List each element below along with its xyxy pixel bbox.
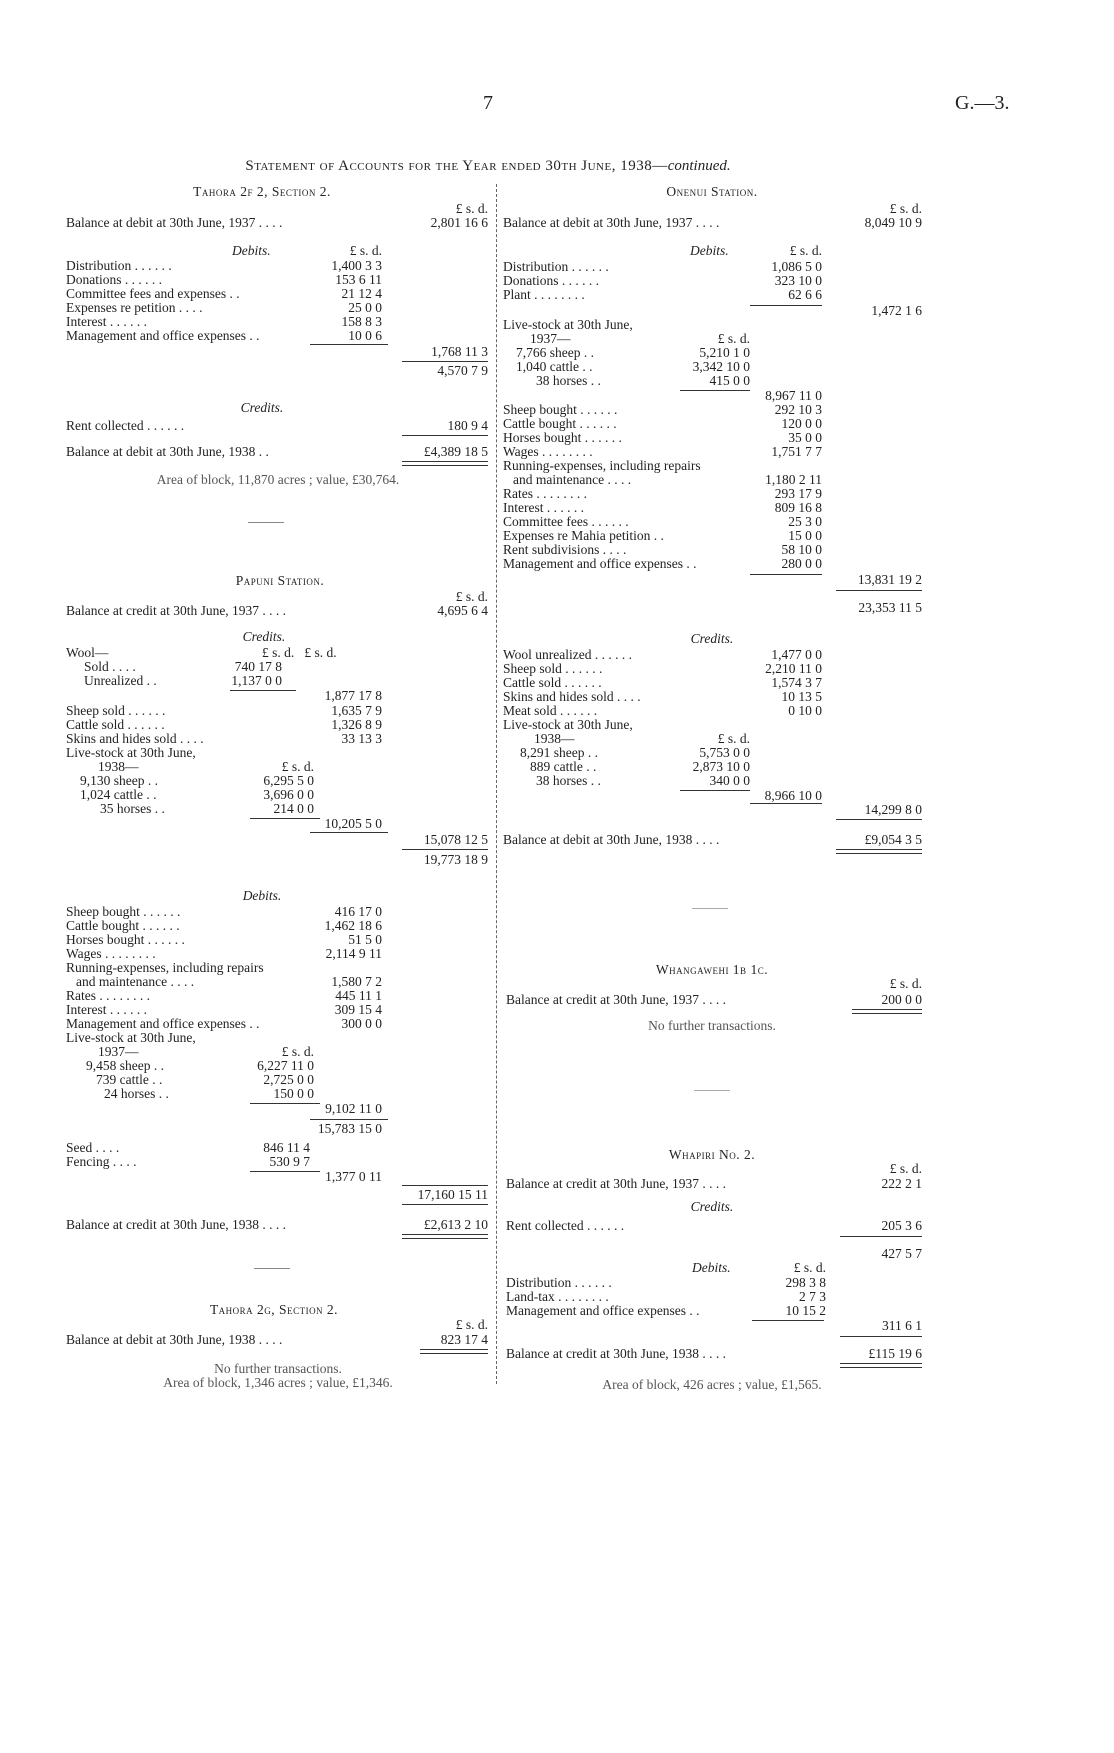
amount: 15 0 0	[788, 528, 822, 543]
list-item: Interest . . . . . .	[503, 500, 584, 515]
list-item: Running-expenses, including repairs	[66, 960, 264, 975]
onenui-debit-cols: £ s. d.	[789, 243, 822, 258]
rule	[402, 361, 488, 362]
onenui-subtotal: 23,353 11 5	[858, 600, 922, 615]
list-item: Wages . . . . . . . .	[66, 946, 156, 961]
papuni-seed-total: 1,377 0 11	[325, 1169, 382, 1184]
list-item: Cattle sold . . . . . .	[503, 675, 602, 690]
list-item: Interest . . . . . .	[66, 314, 147, 329]
list-item: Expenses re Mahia petition . .	[503, 528, 664, 543]
list-item: Donations . . . . . .	[503, 273, 599, 288]
list-item: Land-tax . . . . . . . .	[506, 1289, 609, 1304]
onenui-livestock-cols: £ s. d.	[717, 331, 750, 346]
double-rule	[402, 1234, 488, 1239]
onenui-closing: £9,054 3 5	[864, 832, 922, 847]
amount: 1,326 8 9	[331, 717, 382, 732]
whapiri-balance: 222 2 1	[881, 1176, 922, 1191]
list-item: Horses bought . . . . . .	[66, 932, 185, 947]
papuni-debits-total: 17,160 15 11	[417, 1187, 488, 1202]
list-item: Cattle bought . . . . . .	[503, 416, 617, 431]
whangawehi-balance-label: Balance at credit at 30th June, 1937 . . . .	[506, 992, 727, 1007]
column-divider	[496, 184, 497, 1384]
papuni-wool-label: Wool—	[66, 645, 109, 660]
onenui-heading: Onenui Station.	[666, 184, 758, 199]
whapiri-debits-total: 311 6 1	[882, 1318, 922, 1333]
amount: 51 5 0	[348, 932, 382, 947]
amount: 416 17 0	[334, 904, 382, 919]
papuni-debit-livestock-year: 1937—	[98, 1044, 139, 1059]
amount: 25 0 0	[348, 300, 382, 315]
amount: 6,227 11 0	[257, 1058, 314, 1073]
list-item: Sheep bought . . . . . .	[503, 402, 618, 417]
list-item: Distribution . . . . . .	[503, 259, 609, 274]
tahora2f-closing: £4,389 18 5	[423, 444, 488, 459]
whapiri-heading: Whapiri No. 2.	[668, 1147, 756, 1162]
rule	[310, 1119, 388, 1120]
list-item: 8,291 sheep . .	[520, 745, 598, 760]
whapiri-credits-label: Credits.	[690, 1199, 734, 1214]
amount: 1,477 0 0	[771, 647, 822, 662]
list-item: 739 cattle . .	[96, 1072, 163, 1087]
rule	[402, 1204, 488, 1205]
rule	[750, 803, 822, 804]
papuni-wool-total: 1,877 17 8	[324, 688, 382, 703]
list-item: and maintenance . . . .	[513, 472, 632, 487]
onenui-closing-label: Balance at debit at 30th June, 1938 . . . .	[503, 832, 720, 847]
papuni-wool-cols: £ s. d. £ s. d.	[262, 645, 337, 660]
amount: 58 10 0	[781, 542, 822, 557]
document-reference: G.—3.	[955, 92, 1010, 114]
onenui-credits-total: 14,299 8 0	[864, 802, 922, 817]
tahora2f-cols: £ s. d.	[455, 201, 488, 216]
list-item: 1,024 cattle . .	[80, 787, 157, 802]
amount: 1,400 3 3	[331, 258, 382, 273]
papuni-cols: £ s. d.	[455, 589, 488, 604]
list-item: 889 cattle . .	[530, 759, 597, 774]
section-divider	[254, 1268, 290, 1269]
list-item: Distribution . . . . . .	[66, 258, 172, 273]
title-continued: continued.	[667, 158, 731, 174]
tahora2f-subtotal: 4,570 7 9	[437, 363, 488, 378]
page-title	[245, 158, 730, 175]
whapiri-subtotal: 427 5 7	[881, 1246, 922, 1261]
tahora2f-debits-total: 1,768 11 3	[431, 344, 488, 359]
papuni-credits-label: Credits.	[242, 629, 286, 644]
papuni-livestock-label: Live-stock at 30th June,	[66, 745, 196, 760]
amount: 1,751 7 7	[771, 444, 822, 459]
amount: 62 6 6	[788, 287, 822, 302]
list-item: 9,458 sheep . .	[86, 1058, 164, 1073]
amount: 10 13 5	[781, 689, 822, 704]
amount: 1,635 7 9	[331, 703, 382, 718]
list-item: Management and office expenses . .	[66, 328, 260, 343]
list-item: Horses bought . . . . . .	[503, 430, 622, 445]
list-item: Wool unrealized . . . . . .	[503, 647, 633, 662]
papuni-debit-livestock-cols: £ s. d.	[281, 1044, 314, 1059]
list-item: 7,766 sheep . .	[516, 345, 594, 360]
amount: 0 10 0	[788, 703, 822, 718]
papuni-credits-total: 15,078 12 5	[423, 832, 488, 847]
papuni-seed-label: Seed . . . .	[66, 1140, 120, 1155]
whapiri-closing-label: Balance at credit at 30th June, 1938 . . . .	[506, 1346, 727, 1361]
papuni-livestock-cols: £ s. d.	[281, 759, 314, 774]
section-divider	[248, 522, 284, 523]
amount: 35 0 0	[788, 430, 822, 445]
whapiri-rent: 205 3 6	[881, 1218, 922, 1233]
papuni-livestock-total: 10,205 5 0	[324, 816, 382, 831]
rule	[840, 1236, 922, 1237]
list-item: 38 horses . .	[536, 373, 601, 388]
tahora2f-area: Area of block, 11,870 acres ; value, £30,764.	[156, 472, 400, 487]
amount: 1,574 3 7	[771, 675, 822, 690]
papuni-debits-label: Debits.	[242, 888, 282, 903]
amount: 3,696 0 0	[263, 787, 314, 802]
amount: 2,873 10 0	[692, 759, 750, 774]
rule	[402, 849, 488, 850]
onenui-credit-livestock-label: Live-stock at 30th June,	[503, 717, 633, 732]
amount: 1,086 5 0	[771, 259, 822, 274]
rule	[402, 1185, 488, 1186]
tahora2f-credits-label: Credits.	[240, 400, 284, 415]
amount: 2,725 0 0	[263, 1072, 314, 1087]
list-item: Wages . . . . . . . .	[503, 444, 593, 459]
whangawehi-balance: 200 0 0	[881, 992, 922, 1007]
papuni-heading: Papuni Station.	[235, 573, 325, 588]
list-item: 9,130 sheep . .	[80, 773, 158, 788]
amount: 340 0 0	[709, 773, 750, 788]
amount: 25 3 0	[788, 514, 822, 529]
whapiri-debits-label: Debits.	[692, 1260, 731, 1275]
amount: 33 13 3	[341, 731, 382, 746]
tahora2g-balance-label: Balance at debit at 30th June, 1938 . . . .	[66, 1332, 283, 1347]
list-item: 24 horses . .	[104, 1086, 169, 1101]
amount: 5,753 0 0	[699, 745, 750, 760]
list-item: Rates . . . . . . . .	[503, 486, 587, 501]
section-divider	[692, 908, 728, 909]
list-item: Management and office expenses . .	[66, 1016, 260, 1031]
list-item: and maintenance . . . .	[76, 974, 195, 989]
onenui-livestock-total: 8,967 11 0	[765, 388, 822, 403]
onenui-debits1-total: 1,472 1 6	[871, 303, 922, 318]
tahora2f-debit-cols: £ s. d.	[349, 243, 382, 258]
rule	[752, 1320, 824, 1321]
amount: 214 0 0	[273, 801, 314, 816]
rule	[840, 1336, 922, 1337]
papuni-subtotal: 19,773 18 9	[423, 852, 488, 867]
amount: 293 17 9	[774, 486, 822, 501]
tahora2f-balance: 2,801 16 6	[430, 215, 488, 230]
amount: 3,342 10 0	[692, 359, 750, 374]
double-rule	[840, 1363, 922, 1368]
amount: 2 7 3	[799, 1289, 826, 1304]
amount: 120 0 0	[781, 416, 822, 431]
whapiri-cols: £ s. d.	[889, 1161, 922, 1176]
double-rule	[852, 1009, 922, 1014]
amount: 2,210 11 0	[765, 661, 822, 676]
rule	[836, 590, 922, 591]
amount: 323 10 0	[774, 273, 822, 288]
amount: 150 0 0	[273, 1086, 314, 1101]
amount: 298 3 8	[785, 1275, 826, 1290]
list-item: Rates . . . . . . . .	[66, 988, 150, 1003]
list-item: Interest . . . . . .	[66, 1002, 147, 1017]
amount: 1,462 18 6	[324, 918, 382, 933]
onenui-debits-label: Debits.	[690, 243, 729, 258]
list-item: Skins and hides sold . . . .	[66, 731, 204, 746]
whangawehi-heading: Whangawehi 1b 1c.	[655, 962, 769, 977]
whapiri-debit-cols: £ s. d.	[793, 1260, 826, 1275]
list-item: Sheep bought . . . . . .	[66, 904, 181, 919]
title-main: Statement of Accounts for the Year ended 30th June, 1938—	[245, 158, 668, 174]
papuni-livestock-year: 1938—	[98, 759, 139, 774]
amount: 280 0 0	[781, 556, 822, 571]
whangawehi-cols: £ s. d.	[889, 976, 922, 991]
page-number: 7	[483, 92, 493, 114]
rule	[836, 819, 922, 820]
tahora2g-note: No further transactions.	[214, 1361, 342, 1376]
whapiri-rent-label: Rent collected . . . . . .	[506, 1218, 625, 1233]
whangawehi-note: No further transactions.	[648, 1018, 776, 1033]
list-item: Plant . . . . . . . .	[503, 287, 585, 302]
onenui-balance: 8,049 10 9	[864, 215, 922, 230]
tahora2f-rent: 180 9 4	[447, 418, 488, 433]
onenui-credit-livestock-year: 1938—	[534, 731, 575, 746]
rule	[310, 832, 388, 833]
list-item: Sheep sold . . . . . .	[66, 703, 166, 718]
double-rule	[402, 461, 488, 466]
amount: 1,580 7 2	[331, 974, 382, 989]
onenui-debits-total: 13,831 19 2	[857, 572, 922, 587]
amount: 1,180 2 11	[765, 472, 822, 487]
amount: 153 6 11	[335, 272, 382, 287]
rule	[230, 690, 296, 691]
section-divider	[694, 1090, 730, 1091]
onenui-credit-livestock-cols: £ s. d.	[717, 731, 750, 746]
papuni-fencing-label: Fencing . . . .	[66, 1154, 137, 1169]
tahora2f-rent-label: Rent collected . . . . . .	[66, 418, 185, 433]
tahora2g-balance: 823 17 4	[440, 1332, 488, 1347]
amount: 158 8 3	[341, 314, 382, 329]
list-item: Expenses re petition . . . .	[66, 300, 203, 315]
onenui-cols: £ s. d.	[889, 201, 922, 216]
papuni-debit-livestock-label: Live-stock at 30th June,	[66, 1030, 196, 1045]
list-item: 35 horses . .	[100, 801, 165, 816]
list-item: 1,040 cattle . .	[516, 359, 593, 374]
whapiri-closing: £115 19 6	[868, 1346, 922, 1361]
amount: 292 10 3	[774, 402, 822, 417]
amount: 2,114 9 11	[325, 946, 382, 961]
amount: 445 11 1	[335, 988, 382, 1003]
onenui-livestock-year: 1937—	[530, 331, 571, 346]
papuni-balance-label: Balance at credit at 30th June, 1937 . . . .	[66, 603, 287, 618]
tahora2g-cols: £ s. d.	[455, 1317, 488, 1332]
list-item: Running-expenses, including repairs	[503, 458, 701, 473]
tahora2f-balance-label: Balance at debit at 30th June, 1937 . . . .	[66, 215, 283, 230]
list-item: Sheep sold . . . . . .	[503, 661, 603, 676]
list-item: Distribution . . . . . .	[506, 1275, 612, 1290]
papuni-closing: £2,613 2 10	[423, 1217, 488, 1232]
onenui-credits-label: Credits.	[690, 631, 734, 646]
papuni-wool-sold: 740 17 8	[234, 659, 282, 674]
rule	[310, 344, 388, 345]
amount: 415 0 0	[709, 373, 750, 388]
double-rule	[420, 1349, 488, 1354]
list-item: Cattle sold . . . . . .	[66, 717, 165, 732]
onenui-livestock-label: Live-stock at 30th June,	[503, 317, 633, 332]
papuni-fencing: 530 9 7	[269, 1154, 310, 1169]
papuni-wool-unrealized-label: Unrealized . .	[84, 673, 157, 688]
list-item: Skins and hides sold . . . .	[503, 689, 641, 704]
list-item: Donations . . . . . .	[66, 272, 162, 287]
list-item: Rent subdivisions . . . .	[503, 542, 627, 557]
whapiri-balance-label: Balance at credit at 30th June, 1937 . . . .	[506, 1176, 727, 1191]
amount: 309 15 4	[334, 1002, 382, 1017]
papuni-seed: 846 11 4	[263, 1140, 310, 1155]
list-item: Meat sold . . . . . .	[503, 703, 598, 718]
tahora2g-heading: Tahora 2g, Section 2.	[209, 1302, 339, 1317]
list-item: Committee fees and expenses . .	[66, 286, 240, 301]
amount: 300 0 0	[341, 1016, 382, 1031]
papuni-wool-unrealized: 1,137 0 0	[231, 673, 282, 688]
list-item: Management and office expenses . .	[506, 1303, 700, 1318]
whapiri-area: Area of block, 426 acres ; value, £1,565.	[602, 1377, 822, 1392]
amount: 21 12 4	[341, 286, 382, 301]
amount: 10 0 6	[348, 328, 382, 343]
tahora2f-heading: Tahora 2f 2, Section 2.	[193, 184, 331, 199]
papuni-balance: 4,695 6 4	[437, 603, 488, 618]
amount: 10 15 2	[785, 1303, 826, 1318]
list-item: 38 horses . .	[536, 773, 601, 788]
tahora2g-area: Area of block, 1,346 acres ; value, £1,346.	[163, 1375, 393, 1390]
rule	[402, 435, 488, 436]
papuni-debit-livestock-total: 9,102 11 0	[325, 1101, 382, 1116]
amount: 6,295 5 0	[263, 773, 314, 788]
papuni-wool-sold-label: Sold . . . .	[84, 659, 136, 674]
amount: 5,210 1 0	[699, 345, 750, 360]
list-item: Management and office expenses . .	[503, 556, 697, 571]
tahora2f-closing-label: Balance at debit at 30th June, 1938 . .	[66, 444, 269, 459]
rule	[750, 305, 822, 306]
double-rule	[836, 849, 922, 854]
onenui-credit-livestock-total: 8,966 10 0	[764, 788, 822, 803]
onenui-balance-label: Balance at debit at 30th June, 1937 . . . .	[503, 215, 720, 230]
list-item: Cattle bought . . . . . .	[66, 918, 180, 933]
papuni-debits-subtotal: 15,783 15 0	[317, 1121, 382, 1136]
papuni-closing-label: Balance at credit at 30th June, 1938 . . . .	[66, 1217, 287, 1232]
tahora2f-debits-label: Debits.	[232, 243, 271, 258]
list-item: Committee fees . . . . . .	[503, 514, 629, 529]
rule	[750, 574, 822, 575]
amount: 809 16 8	[774, 500, 822, 515]
